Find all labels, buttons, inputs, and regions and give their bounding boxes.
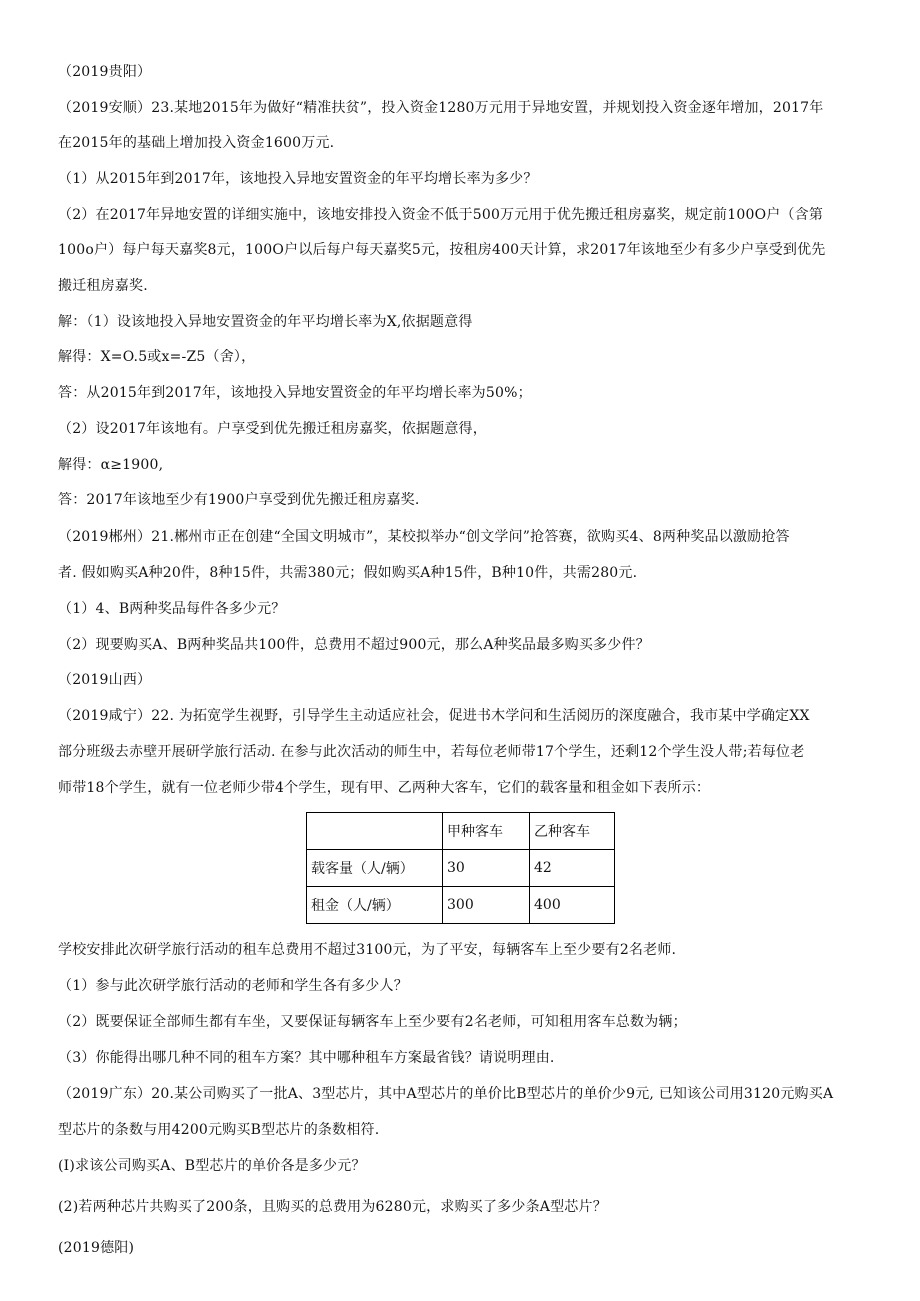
- table-cell: 乙种客车: [530, 813, 615, 850]
- text-line: 答：从2015年到2017年，该地投入异地安置资金的年平均增长率为50%；: [58, 385, 532, 401]
- text-line: 解：（1）设该地投入异地安置资金的年平均增长率为X,依据题意得: [58, 314, 473, 330]
- text-line: （2）既要保证全部师生都有车坐，又要保证每辆客车上至少要有2名老师，可知租用客车总数为辆；: [58, 1014, 687, 1030]
- text-line: 学校安排此次研学旅行活动的租车总费用不超过3100元，为了平安，每辆客车上至少要有2名老师.: [58, 942, 677, 958]
- table-header-row: [307, 813, 615, 850]
- text-line: （2019郴州）21.郴州市正在创建“全国文明城市”，某校拟举办“创文学问”抢答赛，欲购买4、8两种奖品以激励抢答: [58, 529, 790, 545]
- text-line: （3）你能得出哪几种不同的租车方案？其中哪种租车方案最省钱？请说明理由.: [58, 1050, 555, 1066]
- text-line: 在2015年的基础上增加投入资金1600万元.: [58, 135, 335, 151]
- text-line: 型芯片的条数与用4200元购买B型芯片的条数相符.: [58, 1122, 380, 1138]
- table-cell: 300: [443, 887, 530, 924]
- text-line: 部分班级去赤壁开展研学旅行活动. 在参与此次活动的师生中，若每位老师带17个学生，还剩12个学生没人带;若每位老: [58, 744, 805, 760]
- text-line: （2019贵阳）: [58, 64, 152, 80]
- table-row: [307, 887, 615, 924]
- bus-rental-table: [306, 812, 615, 924]
- table-cell: 甲种客车: [443, 813, 530, 850]
- text-line: (2)若两种芯片共购买了200条，且购买的总费用为6280元，求购买了多少条A型芯片？: [58, 1199, 607, 1215]
- text-line: （2019广东）20.某公司购买了一批A、3型芯片，其中A型芯片的单价比B型芯片的单价少9元, 已知该公司用3120元购买A: [58, 1086, 834, 1102]
- table-cell: 400: [530, 887, 615, 924]
- text-line: 师带18个学生，就有一位老师少带4个学生，现有甲、乙两种大客车，它们的载客量和租金如下表所示：: [58, 780, 711, 796]
- table-cell: 30: [443, 850, 530, 887]
- text-line: （1）4、B两种奖品每件各多少元？: [58, 601, 286, 617]
- table-cell: 租金（人/辆）: [307, 887, 443, 924]
- table-cell: [307, 813, 443, 850]
- table-row: [307, 850, 615, 887]
- text-line: 100o户）每户每天嘉奖8元，100O户以后每户每天嘉奖5元，按租房400天计算，求2017年该地至少有多少户享受到优先: [58, 242, 826, 258]
- text-line: （2）现要购买A、B两种奖品共100件，总费用不超过900元，那么A种奖品最多购买多少件？: [58, 637, 650, 653]
- text-line: （2019安顺）23.某地2015年为做好“精准扶贫”，投入资金1280万元用于异地安置，并规划投入资金逐年增加，2017年: [58, 100, 824, 116]
- text-line: (2019德阳): [58, 1240, 135, 1256]
- table-cell: 载客量（人/辆）: [307, 850, 443, 887]
- text-line: （2）设2017年该地有。户享受到优先搬迁租房嘉奖，依据题意得，: [58, 421, 487, 437]
- table-cell: 42: [530, 850, 615, 887]
- text-line: （1）从2015年到2017年，该地投入异地安置资金的年平均增长率为多少？: [58, 171, 538, 187]
- text-line: 解得：X=O.5或x=-Z5（舍），: [58, 349, 256, 365]
- text-line: 者. 假如购买A种20件，8种15件，共需380元；假如购买A种15件，B种10件，共需280元.: [58, 565, 638, 581]
- text-line: （1）参与此次研学旅行活动的老师和学生各有多少人？: [58, 978, 408, 994]
- text-line: 搬迁租房嘉奖.: [58, 278, 148, 294]
- text-line: 解得：α≥1900,: [58, 457, 164, 473]
- text-line: (I)求该公司购买A、B型芯片的单价各是多少元？: [58, 1158, 366, 1174]
- text-line: （2019山西）: [58, 672, 152, 688]
- text-line: 答：2017年该地至少有1900户享受到优先搬迁租房嘉奖.: [58, 492, 420, 508]
- text-line: （2019咸宁）22. 为拓宽学生视野，引导学生主动适应社会，促进书木学问和生活阅历的深度融合，我市某中学确定XX: [58, 708, 810, 724]
- text-line: （2）在2017年异地安置的详细实施中，该地安排投入资金不低于500万元用于优先搬迁租房嘉奖，规定前100O户（含第: [58, 207, 824, 223]
